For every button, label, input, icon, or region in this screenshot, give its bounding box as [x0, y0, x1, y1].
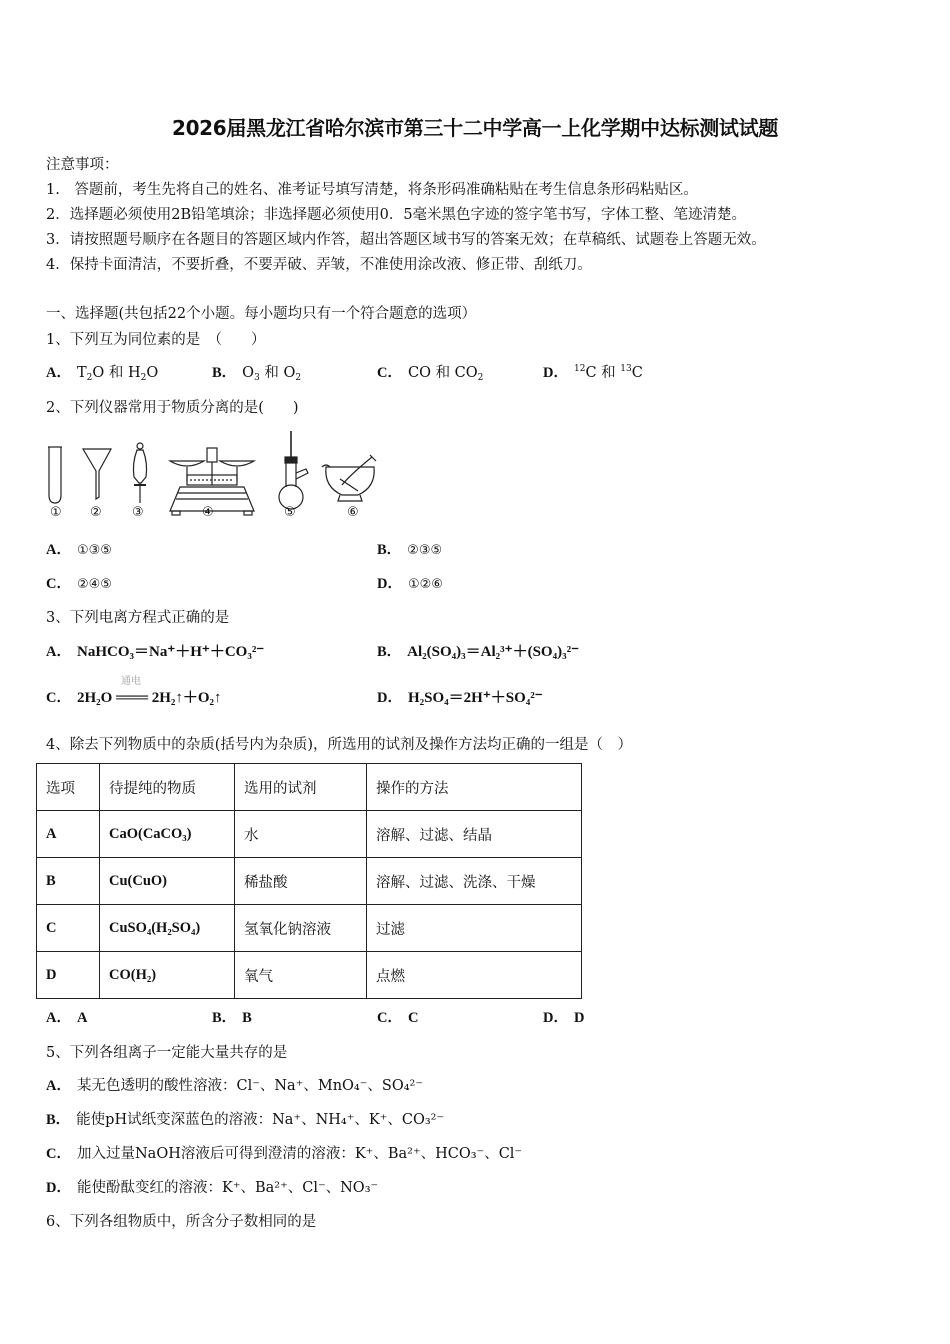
table-cell: 过滤 [367, 905, 582, 952]
table-cell: 溶解、过滤、洗涤、干燥 [367, 858, 582, 905]
question-3-stem: 3、下列电离方程式正确的是 [46, 610, 230, 626]
notice-item-3: 3．请按照题号顺序在各题目的答题区域内作答，超出答题区域书写的答案无效；在草稿纸、试题卷上答题无效。 [46, 232, 766, 248]
table-cell: Cu(CuO) [100, 858, 235, 905]
figure-label-1: ① [50, 505, 62, 520]
notice-item-4: 4．保持卡面清洁，不要折叠，不要弄破、弄皱，不准使用涂改液、修正带、刮纸刀。 [46, 257, 592, 273]
q3-option-d[interactable]: D． H₂SO₄＝2H⁺＋SO₄²⁻ [377, 690, 543, 706]
mortar-pestle-icon [322, 455, 376, 501]
table-cell: 氧气 [235, 952, 367, 999]
table-cell: 点燃 [367, 952, 582, 999]
section-heading: 一、选择题(共包括22个小题。每小题均只有一个符合题意的选项） [46, 306, 477, 322]
figure-label-2: ② [90, 505, 102, 520]
question-1-stem: 1、下列互为同位素的是 （ ） [46, 332, 266, 348]
table-header: 选项 [37, 764, 100, 811]
separatory-funnel-icon [133, 443, 146, 503]
q2-option-c[interactable]: C． ②④⑤ [46, 576, 112, 592]
distillation-flask-icon [279, 431, 308, 509]
q1-option-d[interactable]: D． $^{12}$C 和 $^{13}$C [543, 364, 643, 381]
table-cell: 水 [235, 811, 367, 858]
q4-option-d[interactable]: D． D [543, 1010, 585, 1026]
table-cell: B [37, 858, 100, 905]
question-4-stem: 4、除去下列物质中的杂质(括号内为杂质)，所选用的试剂及操作方法均正确的一组是（ ） [46, 737, 633, 753]
figure-label-5: ⑤ [284, 505, 296, 520]
q2-option-a[interactable]: A． ①③⑤ [46, 542, 112, 558]
q5-option-b[interactable]: B． 能使pH试纸变深蓝色的溶液：Na⁺、NH₄⁺、K⁺、CO₃²⁻ [46, 1112, 445, 1128]
table-row [37, 811, 582, 858]
table-cell: 稀盐酸 [235, 858, 367, 905]
table-cell: 氢氧化钠溶液 [235, 905, 367, 952]
q1-option-b[interactable]: B． $O_3$ 和 $O_2$ [212, 365, 302, 383]
question-6-stem: 6、下列各组物质中，所含分子数相同的是 [46, 1214, 317, 1230]
q5-option-c[interactable]: C． 加入过量NaOH溶液后可得到澄清的溶液：K⁺、Ba²⁺、HCO₃⁻、Cl⁻ [46, 1146, 523, 1162]
table-header-row [37, 764, 582, 811]
figure-label-4: ④ [202, 505, 214, 520]
notice-item-2: 2．选择题必须使用2B铅笔填涂；非选择题必须使用0．5毫米黑色字迹的签字笔书写，字体工整、笔迹清楚。 [46, 207, 747, 223]
q3-option-a[interactable]: A． NaHCO₃＝Na⁺＋H⁺＋CO₃²⁻ [46, 644, 265, 660]
page-title: 2026届黑龙江省哈尔滨市第三十二中学高一上化学期中达标测试试题 [171, 116, 779, 140]
q5-option-d[interactable]: D． 能使酚酞变红的溶液：K⁺、Ba²⁺、Cl⁻、NO₃⁻ [46, 1180, 379, 1196]
impurity-removal-table [36, 763, 582, 999]
table-row [37, 905, 582, 952]
table-cell: CuSO₄(H₂SO₄) [100, 905, 235, 952]
q2-option-b[interactable]: B． ②③⑤ [377, 542, 443, 558]
q4-option-a[interactable]: A． A [46, 1010, 88, 1026]
q4-option-b[interactable]: B． B [212, 1010, 252, 1026]
table-header: 待提纯的物质 [100, 764, 235, 811]
table-cell: D [37, 952, 100, 999]
q4-option-c[interactable]: C． C [377, 1010, 419, 1026]
test-tube-icon [48, 447, 62, 503]
q1-option-c[interactable]: C． CO 和 $CO_2$ [377, 365, 484, 383]
table-row [37, 952, 582, 999]
q2-option-d[interactable]: D． ①②⑥ [377, 576, 443, 592]
funnel-icon [83, 449, 111, 499]
figure-label-3: ③ [132, 505, 144, 520]
table-cell: C [37, 905, 100, 952]
notice-heading: 注意事项： [46, 157, 119, 173]
q3-option-b[interactable]: B． Al₂(SO₄)₃＝Al₂³⁺＋(SO₄)₃²⁻ [377, 644, 579, 660]
table-header: 选用的试剂 [235, 764, 367, 811]
table-cell: CaO(CaCO₃) [100, 811, 235, 858]
q3-condition-label: 通电 [121, 676, 141, 687]
table-header: 操作的方法 [367, 764, 582, 811]
question-2-stem: 2、下列仪器常用于物质分离的是( ) [46, 400, 299, 416]
q1-option-a[interactable]: A． $T_2O$ 和 $H_2O$ [46, 365, 159, 383]
table-cell: 溶解、过滤、结晶 [367, 811, 582, 858]
figure-label-6: ⑥ [347, 505, 359, 520]
table-row [37, 858, 582, 905]
table-cell: A [37, 811, 100, 858]
q3-option-c[interactable]: C． 2H₂O ═══ 2H₂↑＋O₂↑ [46, 690, 222, 706]
q5-option-a[interactable]: A． 某无色透明的酸性溶液：Cl⁻、Na⁺、MnO₄⁻、SO₄²⁻ [46, 1078, 423, 1094]
question-5-stem: 5、下列各组离子一定能大量共存的是 [46, 1045, 288, 1061]
notice-item-1: 1. 答题前，考生先将自己的姓名、准考证号填写清楚，将条形码准确粘贴在考生信息条形码粘贴区。 [46, 182, 698, 198]
table-cell: CO(H₂) [100, 952, 235, 999]
